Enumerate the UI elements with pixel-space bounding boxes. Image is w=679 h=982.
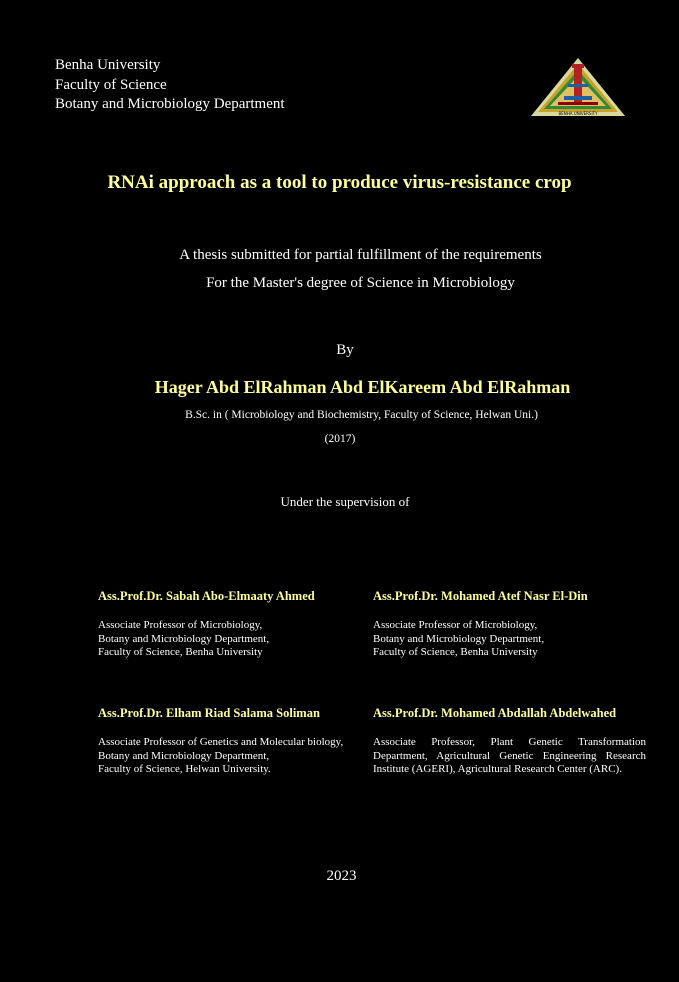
affiliation-line: Associate Professor of Microbiology, [98,619,263,631]
department-name: Botany and Microbiology Department [55,96,285,112]
supervisor-name: Ass.Prof.Dr. Sabah Abo-Elmaaty Ahmed [98,589,315,603]
supervisor-affiliation [98,736,363,777]
university-name: Benha University [55,57,161,73]
by-label: By [336,342,354,358]
supervisor-4 [373,706,646,777]
supervisor-affiliation: Associate Professor, Plant Genetic Transformation Department, Agricultural Genetic Engineering Research Institute (AGERI), Agricultural Research Center (ARC). [373,736,646,776]
supervisor-1 [98,589,363,660]
affiliation-line: Botany and Microbiology Department, [98,749,270,762]
submission-line-1: A thesis submitted for partial fulfillment of the requirements [179,247,542,263]
supervisor-name: Ass.Prof.Dr. Elham Riad Salama Soliman [98,706,320,720]
affiliation-line: Faculty of Science, Benha University [373,646,538,659]
affiliation-line: Botany and Microbiology Department, [373,632,545,645]
supervisor-name: Ass.Prof.Dr. Mohamed Abdallah Abdelwahed [373,706,617,720]
affiliation-line: Faculty of Science, Benha University [98,646,263,659]
supervision-label: Under the supervision of [280,494,410,509]
affiliation-line: Associate Professor of Genetics and Molecular biology, [98,736,344,748]
author-name: Hager Abd ElRahman Abd ElKareem Abd ElRahman [154,377,571,397]
institution-block [55,56,285,115]
faculty-name: Faculty of Science [55,76,167,93]
supervisor-3 [98,706,363,777]
supervisor-affiliation [98,619,363,660]
supervisor-name: Ass.Prof.Dr. Mohamed Atef Nasr El-Din [373,589,588,603]
supervisor-affiliation [373,619,638,660]
affiliation-line: Faculty of Science, Helwan University. [98,763,271,776]
author-degree-year: (2017) [324,433,356,445]
affiliation-line: Associate Professor of Microbiology, [373,619,538,631]
affiliation-line: Botany and Microbiology Department, [98,632,270,645]
supervisor-2 [373,589,638,660]
benha-university-logo-icon [528,56,628,118]
author-degree: B.Sc. in ( Microbiology and Biochemistry, Faculty of Science, Helwan Uni.) [185,409,538,421]
submission-line-2: For the Master's degree of Science in Microbiology [206,275,515,291]
submission-year: 2023 [326,868,357,884]
logo-caption: BENHA UNIVERSITY [558,111,598,116]
thesis-title: RNAi approach as a tool to produce virus-resistance crop [107,172,572,193]
